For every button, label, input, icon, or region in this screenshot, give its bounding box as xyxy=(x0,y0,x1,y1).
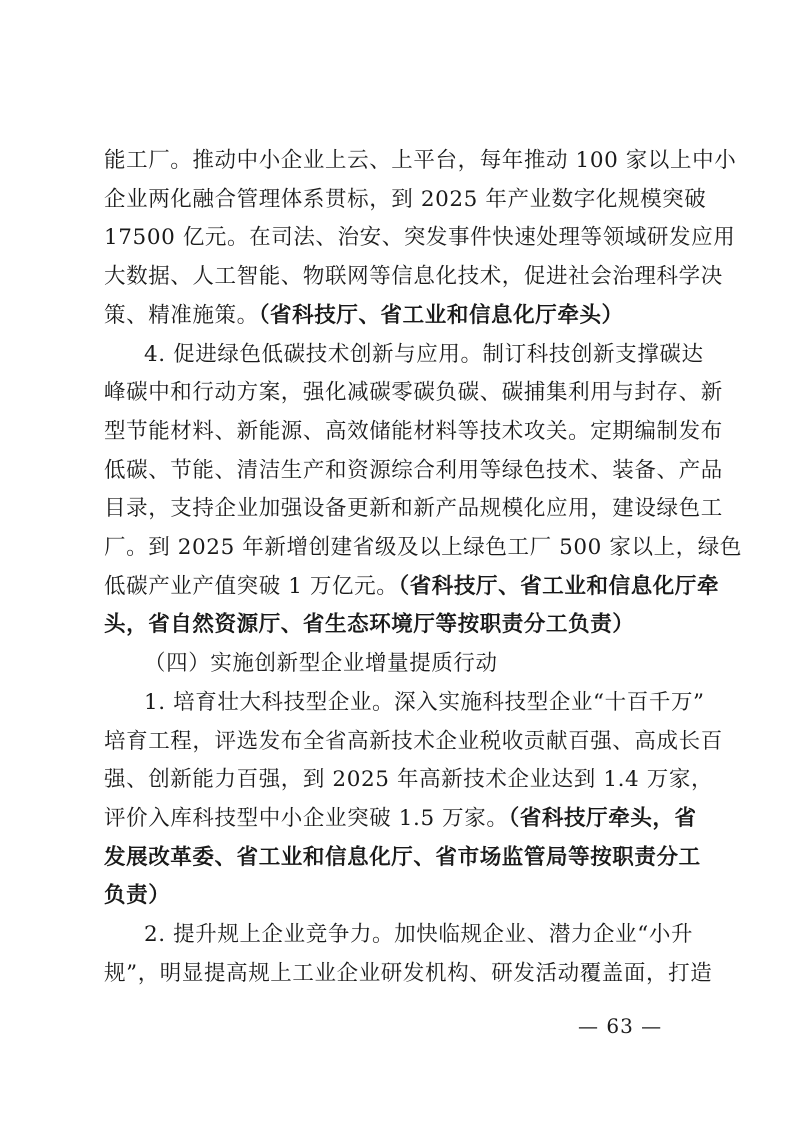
page-number: — 63 — xyxy=(578,1014,663,1038)
text-line: 企业两化融合管理体系贯标，到 2025 年产业数字化规模突破 xyxy=(104,186,707,212)
text-line: 负责） xyxy=(104,883,171,909)
text-line: 培育工程，评选发布全省高新技术企业税收贡献百强、高成长百 xyxy=(104,728,723,754)
text-line: 策、精准施策。（省科技厅、省工业和信息化厅牵头） xyxy=(104,302,624,328)
text-line: 规”，明显提高规上工业企业研发机构、研发活动覆盖面，打造 xyxy=(104,960,713,986)
text-line: 低碳产业产值突破 1 万亿元。（省科技厅、省工业和信息化厅牵 xyxy=(104,573,720,599)
text-line: 强、创新能力百强，到 2025 年高新技术企业达到 1.4 万家， xyxy=(104,767,714,793)
text-line: 厂。到 2025 年新增创建省级及以上绿色工厂 500 家以上，绿色 xyxy=(104,535,742,560)
text-line: 型节能材料、新能源、高效储能材料等技术攻关。定期编制发布 xyxy=(104,418,723,444)
text-line: 能工厂。推动中小企业上云、上平台，每年推动 100 家以上中小 xyxy=(104,148,737,173)
text-line: 发展改革委、省工业和信息化厅、省市场监管局等按职责分工 xyxy=(104,844,701,870)
paragraph-heading: 2. 提升规上企业竞争力。加快临规企业、潜力企业“小升 xyxy=(144,922,694,947)
section-heading: （四）实施创新型企业增量提质行动 xyxy=(144,651,498,677)
paragraph-heading: 4. 促进绿色低碳技术创新与应用。制订科技创新支撑碳达 xyxy=(144,341,704,367)
text-line: 目录，支持企业加强设备更新和新产品规模化应用，建设绿色工 xyxy=(104,496,723,522)
paragraph-heading: 1. 培育壮大科技型企业。深入实施科技型企业“十百千万” xyxy=(144,689,705,715)
text-line: 峰碳中和行动方案，强化减碳零碳负碳、碳捕集利用与封存、新 xyxy=(104,380,723,406)
text-line: 大数据、人工智能、物联网等信息化技术，促进社会治理科学决 xyxy=(104,264,723,290)
text-line: 评价入库科技型中小企业突破 1.5 万家。（省科技厅牵头，省 xyxy=(104,805,697,831)
text-line: 低碳、节能、清洁生产和资源综合利用等绿色技术、装备、产品 xyxy=(104,457,723,483)
text-line: 头，省自然资源厅、省生态环境厅等按职责分工负责） xyxy=(104,612,635,638)
text-line: 17500 亿元。在司法、治安、突发事件快速处理等领域研发应用 xyxy=(104,225,736,251)
